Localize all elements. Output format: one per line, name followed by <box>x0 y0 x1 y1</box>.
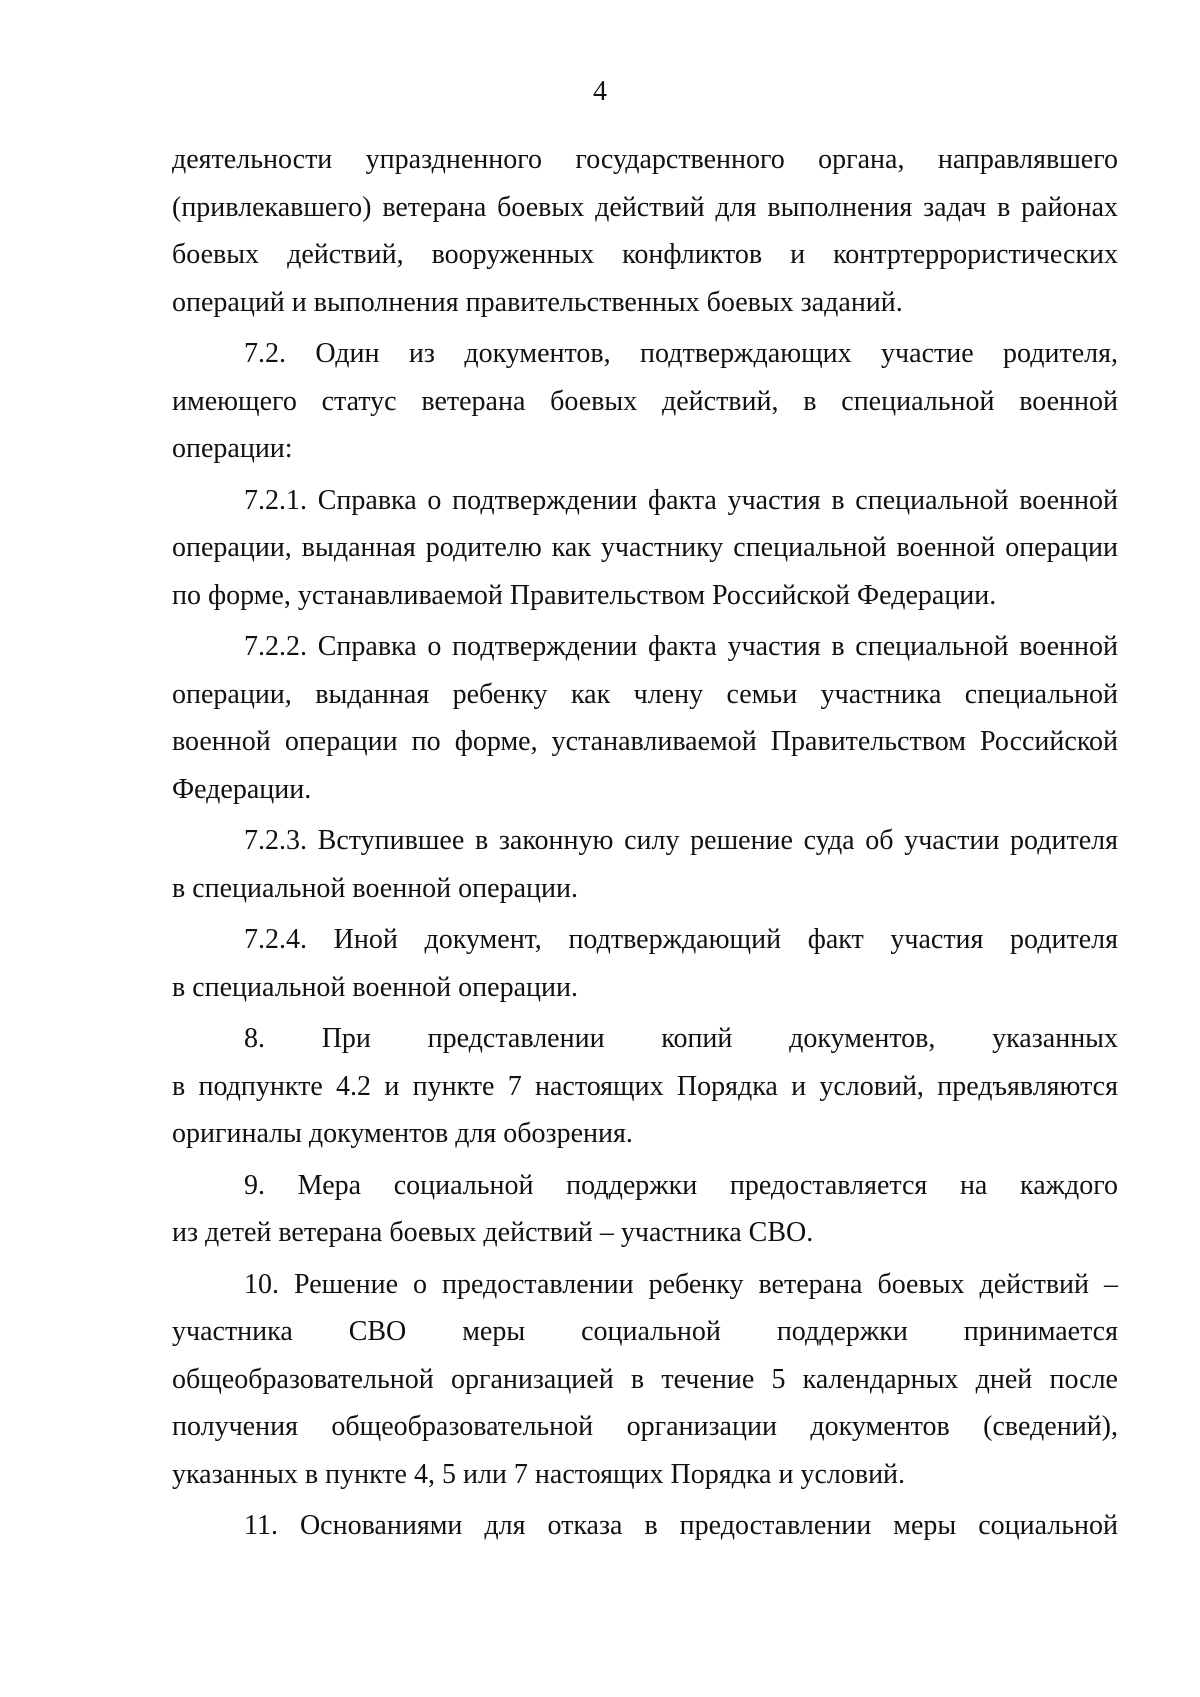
text-line: указанных в пункте 4, 5 или 7 настоящих Порядка и условий. <box>172 1458 906 1490</box>
text-line: общеобразовательной организацией в течение 5 календарных дней после <box>172 1363 1118 1395</box>
paragraph-8 <box>172 1015 1118 1158</box>
text-line: 7.2.3. Вступившее в законную силу решение суда об участии родителя <box>244 825 1118 856</box>
paragraph-11 <box>172 1502 1118 1550</box>
paragraph-7-2-4 <box>172 916 1118 1011</box>
paragraph-9 <box>172 1162 1118 1257</box>
text-line: 8. При представлении копий документов, указанных <box>244 1023 1118 1054</box>
text-line: в подпункте 4.2 и пункте 7 настоящих Порядка и условий, предъявляются <box>172 1070 1118 1102</box>
text-line: 7.2. Один из документов, подтверждающих участие родителя, <box>244 338 1118 369</box>
text-line: оригиналы документов для обозрения. <box>172 1118 633 1149</box>
text-line: имеющего статус ветерана боевых действий, в специальной военной <box>172 385 1118 417</box>
text-line: 10. Решение о предоставлении ребенку ветерана боевых действий – <box>244 1268 1118 1300</box>
text-line: в специальной военной операции. <box>172 872 578 904</box>
text-line: Федерации. <box>172 773 312 805</box>
text-line: по форме, устанавливаемой Правительством Российской Федерации. <box>172 579 997 611</box>
paragraph-continuation <box>172 136 1118 326</box>
text-line: (привлекавшего) ветерана боевых действий для выполнения задач в районах <box>172 191 1118 223</box>
text-line: 7.2.2. Справка о подтверждении факта участия в специальной военной <box>244 631 1118 662</box>
text-line: операции, выданная ребенку как члену семьи участника специальной <box>172 678 1118 710</box>
document-body <box>172 136 1118 1554</box>
paragraph-7-2-3 <box>172 817 1118 912</box>
paragraph-7-2-2 <box>172 623 1118 813</box>
text-line: в специальной военной операции. <box>172 971 578 1003</box>
text-line: операции: <box>172 433 293 464</box>
text-line: военной операции по форме, устанавливаемой Правительством Российской <box>172 726 1118 757</box>
text-line: получения общеобразовательной организации документов (сведений), <box>172 1411 1118 1442</box>
text-line: 7.2.4. Иной документ, подтверждающий факт участия родителя <box>244 924 1118 955</box>
paragraph-7-2 <box>172 330 1118 473</box>
text-line: из детей ветерана боевых действий – участника СВО. <box>172 1217 814 1248</box>
text-line: 11. Основаниями для отказа в предоставлении меры социальной <box>244 1510 1118 1541</box>
text-line: боевых действий, вооруженных конфликтов и контртеррористических <box>172 239 1118 270</box>
text-line: участника СВО меры социальной поддержки принимается <box>172 1316 1118 1347</box>
text-line: 7.2.1. Справка о подтверждении факта участия в специальной военной <box>244 484 1118 516</box>
page-number: 4 <box>593 76 607 107</box>
text-line: операций и выполнения правительственных боевых заданий. <box>172 286 903 318</box>
text-line: деятельности упраздненного государственного органа, направлявшего <box>172 144 1118 175</box>
paragraph-10 <box>172 1261 1118 1499</box>
text-line: 9. Мера социальной поддержки предоставляется на каждого <box>244 1169 1118 1201</box>
text-line: операции, выданная родителю как участнику специальной военной операции <box>172 532 1118 563</box>
paragraph-7-2-1 <box>172 477 1118 620</box>
